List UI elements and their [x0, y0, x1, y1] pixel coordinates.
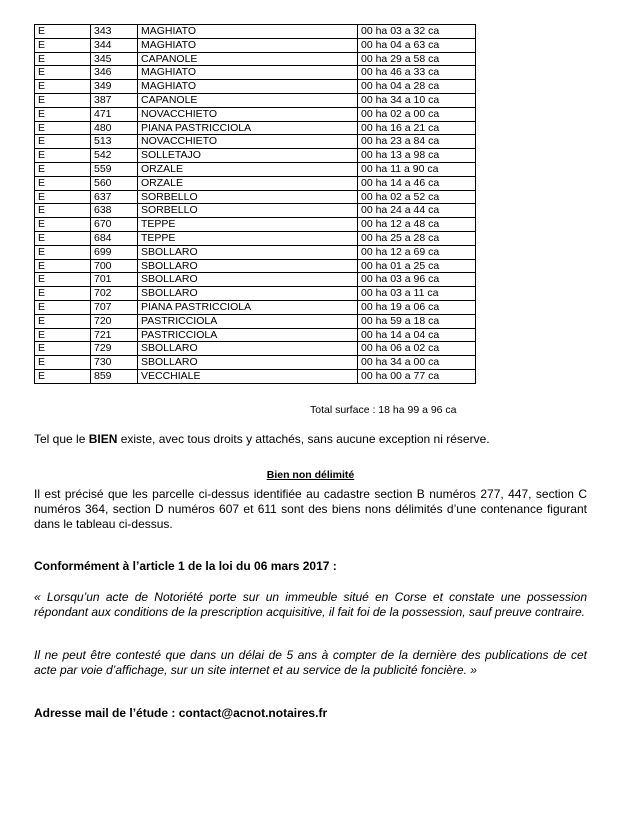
table-row	[35, 273, 476, 287]
cell-lieudit: SORBELLO	[138, 204, 358, 218]
cell-lieudit: TEPPE	[138, 231, 358, 245]
table-row	[35, 328, 476, 342]
table-row	[35, 135, 476, 149]
cell-lieudit: ORZALE	[138, 176, 358, 190]
cell-contenance: 00 ha 25 a 28 ca	[358, 231, 476, 245]
cell-numero: 701	[91, 273, 138, 287]
cell-section: E	[35, 135, 91, 149]
cell-section: E	[35, 66, 91, 80]
cell-contenance: 00 ha 02 a 00 ca	[358, 107, 476, 121]
cell-numero: 349	[91, 80, 138, 94]
cell-section: E	[35, 38, 91, 52]
table-row	[35, 38, 476, 52]
table-row	[35, 287, 476, 301]
cell-numero: 345	[91, 52, 138, 66]
cell-numero: 670	[91, 218, 138, 232]
cell-numero: 637	[91, 190, 138, 204]
cell-contenance: 00 ha 12 a 69 ca	[358, 245, 476, 259]
cell-numero: 513	[91, 135, 138, 149]
cell-numero: 559	[91, 162, 138, 176]
cell-lieudit: PIANA PASTRICCIOLA	[138, 121, 358, 135]
table-row	[35, 93, 476, 107]
cell-contenance: 00 ha 14 a 04 ca	[358, 328, 476, 342]
cell-section: E	[35, 107, 91, 121]
cell-numero: 707	[91, 300, 138, 314]
table-row	[35, 314, 476, 328]
cell-contenance: 00 ha 23 a 84 ca	[358, 135, 476, 149]
cell-lieudit: NOVACCHIETO	[138, 107, 358, 121]
cell-numero: 560	[91, 176, 138, 190]
cell-lieudit: SBOLLARO	[138, 342, 358, 356]
table-row	[35, 369, 476, 383]
cell-lieudit: TEPPE	[138, 218, 358, 232]
cell-numero: 387	[91, 93, 138, 107]
cell-lieudit: PASTRICCIOLA	[138, 328, 358, 342]
loi-quote-2: Il ne peut être contesté que dans un délai de 5 ans à compter de la dernière des publications de cet acte par voie d’affichage, sur un site internet et au service de la publicité foncière. »	[34, 648, 587, 677]
table-row	[35, 342, 476, 356]
parcel-table	[34, 24, 476, 384]
cell-section: E	[35, 245, 91, 259]
cell-contenance: 00 ha 00 a 77 ca	[358, 369, 476, 383]
cell-contenance: 00 ha 34 a 00 ca	[358, 356, 476, 370]
table-row	[35, 300, 476, 314]
cell-section: E	[35, 342, 91, 356]
cell-contenance: 00 ha 01 a 25 ca	[358, 259, 476, 273]
table-row	[35, 218, 476, 232]
cell-numero: 344	[91, 38, 138, 52]
table-row	[35, 204, 476, 218]
cell-contenance: 00 ha 46 a 33 ca	[358, 66, 476, 80]
cell-numero: 471	[91, 107, 138, 121]
cell-contenance: 00 ha 03 a 32 ca	[358, 25, 476, 39]
table-row	[35, 25, 476, 39]
contact-email: Adresse mail de l’étude : contact@acnot.notaires.fr	[34, 706, 328, 720]
bien-non-delimite-title: Bien non délimité	[266, 469, 355, 481]
cell-lieudit: VECCHIALE	[138, 369, 358, 383]
cell-lieudit: SBOLLARO	[138, 259, 358, 273]
cell-lieudit: CAPANOLE	[138, 52, 358, 66]
bien-text-before: Tel que le	[34, 432, 89, 446]
table-row	[35, 149, 476, 163]
cell-numero: 684	[91, 231, 138, 245]
cell-section: E	[35, 204, 91, 218]
cell-section: E	[35, 52, 91, 66]
cell-section: E	[35, 121, 91, 135]
cell-section: E	[35, 176, 91, 190]
cell-section: E	[35, 149, 91, 163]
table-row	[35, 176, 476, 190]
cell-lieudit: SBOLLARO	[138, 356, 358, 370]
cell-section: E	[35, 218, 91, 232]
cell-contenance: 00 ha 34 a 10 ca	[358, 93, 476, 107]
cell-lieudit: SBOLLARO	[138, 287, 358, 301]
cell-lieudit: CAPANOLE	[138, 93, 358, 107]
bien-non-delimite-text: Il est précisé que les parcelle ci-dessus identifiée au cadastre section B numéros 277, 447, section C numéros 364, section D numéros 607 et 611 sont des biens nons délimités d’une contenance figurant dans le tableau ci-dessus.	[34, 487, 587, 531]
cell-numero: 346	[91, 66, 138, 80]
table-row	[35, 190, 476, 204]
cell-lieudit: SOLLETAJO	[138, 149, 358, 163]
cell-contenance: 00 ha 14 a 46 ca	[358, 176, 476, 190]
cell-lieudit: SORBELLO	[138, 190, 358, 204]
table-row	[35, 162, 476, 176]
cell-lieudit: MAGHIATO	[138, 38, 358, 52]
cell-numero: 729	[91, 342, 138, 356]
cell-contenance: 00 ha 29 a 58 ca	[358, 52, 476, 66]
cell-section: E	[35, 369, 91, 383]
cell-numero: 702	[91, 287, 138, 301]
cell-section: E	[35, 25, 91, 39]
cell-contenance: 00 ha 04 a 28 ca	[358, 80, 476, 94]
cell-contenance: 00 ha 03 a 11 ca	[358, 287, 476, 301]
cell-numero: 859	[91, 369, 138, 383]
table-row	[35, 356, 476, 370]
cell-section: E	[35, 231, 91, 245]
parcel-table-body	[35, 25, 476, 384]
cell-lieudit: MAGHIATO	[138, 80, 358, 94]
cell-contenance: 00 ha 12 a 48 ca	[358, 218, 476, 232]
table-row	[35, 66, 476, 80]
cell-section: E	[35, 190, 91, 204]
cell-contenance: 00 ha 02 a 52 ca	[358, 190, 476, 204]
table-row	[35, 121, 476, 135]
cell-contenance: 00 ha 24 a 44 ca	[358, 204, 476, 218]
bien-statement	[34, 432, 587, 447]
cell-contenance: 00 ha 59 a 18 ca	[358, 314, 476, 328]
total-surface: Total surface : 18 ha 99 a 96 ca	[310, 404, 457, 416]
cell-section: E	[35, 300, 91, 314]
cell-lieudit: PIANA PASTRICCIOLA	[138, 300, 358, 314]
cell-lieudit: SBOLLARO	[138, 273, 358, 287]
cell-section: E	[35, 356, 91, 370]
cell-numero: 638	[91, 204, 138, 218]
table-row	[35, 107, 476, 121]
cell-lieudit: SBOLLARO	[138, 245, 358, 259]
cell-contenance: 00 ha 04 a 63 ca	[358, 38, 476, 52]
cell-numero: 480	[91, 121, 138, 135]
table-row	[35, 52, 476, 66]
bien-keyword: BIEN	[88, 432, 118, 446]
cell-numero: 730	[91, 356, 138, 370]
cell-numero: 720	[91, 314, 138, 328]
cell-section: E	[35, 259, 91, 273]
cell-lieudit: NOVACCHIETO	[138, 135, 358, 149]
cell-contenance: 00 ha 11 a 90 ca	[358, 162, 476, 176]
cell-section: E	[35, 273, 91, 287]
cell-numero: 542	[91, 149, 138, 163]
cell-numero: 343	[91, 25, 138, 39]
cell-section: E	[35, 93, 91, 107]
table-row	[35, 245, 476, 259]
cell-section: E	[35, 80, 91, 94]
table-row	[35, 259, 476, 273]
cell-lieudit: MAGHIATO	[138, 25, 358, 39]
cell-section: E	[35, 328, 91, 342]
loi-heading: Conformément à l’article 1 de la loi du 06 mars 2017 :	[34, 559, 337, 573]
cell-section: E	[35, 287, 91, 301]
cell-contenance: 00 ha 19 a 06 ca	[358, 300, 476, 314]
cell-contenance: 00 ha 06 a 02 ca	[358, 342, 476, 356]
cell-contenance: 00 ha 13 a 98 ca	[358, 149, 476, 163]
cell-numero: 699	[91, 245, 138, 259]
cell-numero: 721	[91, 328, 138, 342]
cell-lieudit: MAGHIATO	[138, 66, 358, 80]
cell-contenance: 00 ha 03 a 96 ca	[358, 273, 476, 287]
cell-lieudit: ORZALE	[138, 162, 358, 176]
cell-numero: 700	[91, 259, 138, 273]
cell-section: E	[35, 162, 91, 176]
table-row	[35, 80, 476, 94]
cell-section: E	[35, 314, 91, 328]
bien-text-after: existe, avec tous droits y attachés, sans aucune exception ni réserve.	[117, 432, 490, 446]
cell-lieudit: PASTRICCIOLA	[138, 314, 358, 328]
table-row	[35, 231, 476, 245]
loi-quote-1: « Lorsqu’un acte de Notoriété porte sur un immeuble situé en Corse et constate une possession répondant aux conditions de la prescription acquisitive, il fait foi de la possession, sauf preuve contraire.	[34, 590, 587, 619]
cell-contenance: 00 ha 16 a 21 ca	[358, 121, 476, 135]
